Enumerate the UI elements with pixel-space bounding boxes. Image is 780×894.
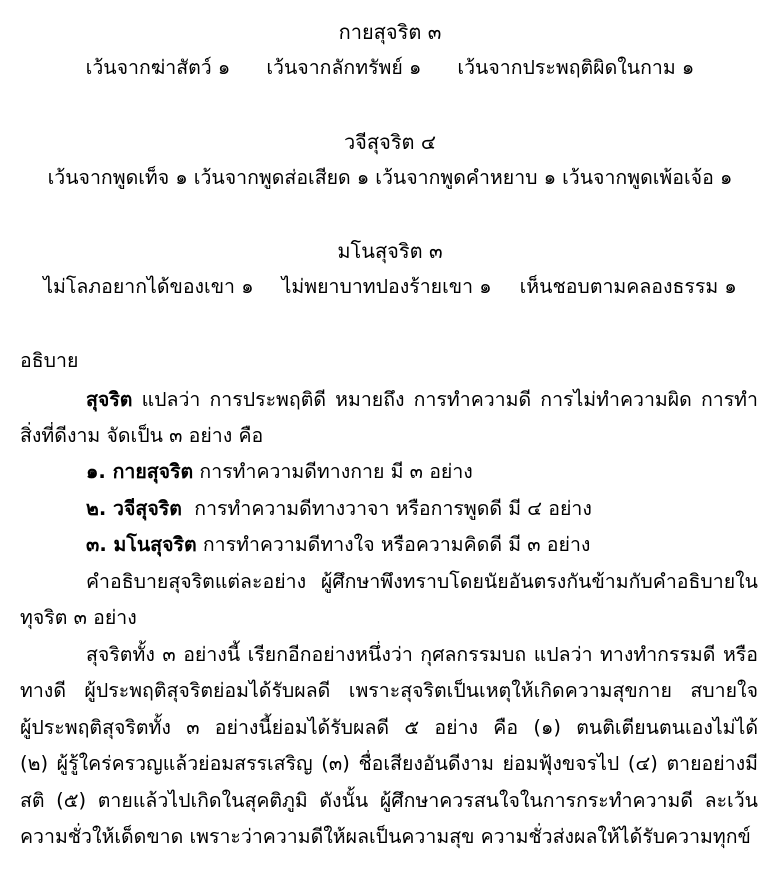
list-item: เว้นจากพูดคำหยาบ ๑ — [375, 166, 557, 189]
section-title-mano: มโนสุจริต ๓ — [337, 239, 443, 263]
section-items-vaci — [0, 160, 780, 196]
list-item: เว้นจากประพฤติผิดในกาม ๑ — [457, 56, 695, 79]
paragraph-line: ความชั่วให้เด็ดขาด เพราะว่าความดีให้ผลเป็นความสุข ความชั่วส่งผลให้ได้รับความทุกข์ — [20, 825, 751, 848]
list-item: ไม่พยาบาทปองร้ายเขา ๑ — [281, 275, 492, 298]
section-items-mano — [0, 269, 780, 305]
paragraph-line: สติ (๕) ตายแล้วไปเกิดในสุคติภูมิ ดังนั้น ผู้ศึกษาควรสนใจในการกระทำความดี ละเว้น — [20, 789, 758, 812]
list-item: เว้นจากพูดเท็จ ๑ — [47, 166, 188, 189]
list-item: เว้นจากพูดส่อเสียด ๑ — [193, 166, 370, 189]
term-bold: ๑. กายสุจริต — [86, 460, 194, 483]
list-item-kaya: ๑. กายสุจริต การทำความดีทางกาย มี ๓ อย่าง — [86, 460, 473, 483]
term-bold: สุจริต — [86, 388, 133, 411]
paragraph-line: คำอธิบายสุจริตแต่ละอย่าง ผู้ศึกษาพึงทราบโดยนัยอันตรงกันข้ามกับคำอธิบายใน — [86, 570, 758, 593]
list-item: ไม่โลภอยากได้ของเขา ๑ — [43, 275, 254, 298]
list-item-vaci: ๒. วจีสุจริต การทำความดีทางวาจา หรือการพูดดี มี ๔ อย่าง — [86, 497, 592, 520]
list-item: เว้นจากลักทรัพย์ ๑ — [266, 56, 422, 79]
term-bold: ๒. วจีสุจริต — [86, 497, 182, 520]
section-title-kaya: กายสุจริต ๓ — [338, 20, 442, 44]
section-items-kaya — [0, 50, 780, 86]
paragraph-line: (๒) ผู้รู้ใคร่ครวญแล้วย่อมสรรเสริญ (๓) ชื่อเสียงอันดีงาม ย่อมฟุ้งขจรไป (๔) ตายอย่างมี — [20, 752, 758, 775]
paragraph-line: ทุจริต ๓ อย่าง — [20, 606, 137, 629]
list-item: เห็นชอบตามคลองธรรม ๑ — [519, 275, 737, 298]
term-bold: ๓. มโนสุจริต — [86, 533, 197, 556]
paragraph-line: สุจริต แปลว่า การประพฤติดี หมายถึง การทำความดี การไม่ทำความผิด การทำ — [86, 388, 758, 411]
paragraph-line: สิ่งที่ดีงาม จัดเป็น ๓ อย่าง คือ — [20, 424, 264, 447]
paragraph-line: สุจริตทั้ง ๓ อย่างนี้ เรียกอีกอย่างหนึ่งว่า กุศลกรรมบถ แปลว่า ทางทำกรรมดี หรือ — [86, 643, 758, 666]
paragraph-line: ทางดี ผู้ประพฤติสุจริตย่อมได้รับผลดี เพราะสุจริตเป็นเหตุให้เกิดความสุขกาย สบายใจ — [20, 679, 758, 702]
section-title-vaci: วจีสุจริต ๔ — [343, 130, 437, 154]
list-item: เว้นจากฆ่าสัตว์ ๑ — [85, 56, 231, 79]
paragraph-line: ผู้ประพฤติสุจริตทั้ง ๓ อย่างนี้ย่อมได้รับผลดี ๕ อย่าง คือ (๑) ตนติเตียนตนเองไม่ได้ — [20, 716, 758, 739]
list-item: เว้นจากพูดเพ้อเจ้อ ๑ — [562, 166, 733, 189]
list-item-mano: ๓. มโนสุจริต การทำความดีทางใจ หรือความคิดดี มี ๓ อย่าง — [86, 533, 591, 556]
explanation-heading: อธิบาย — [20, 349, 79, 372]
